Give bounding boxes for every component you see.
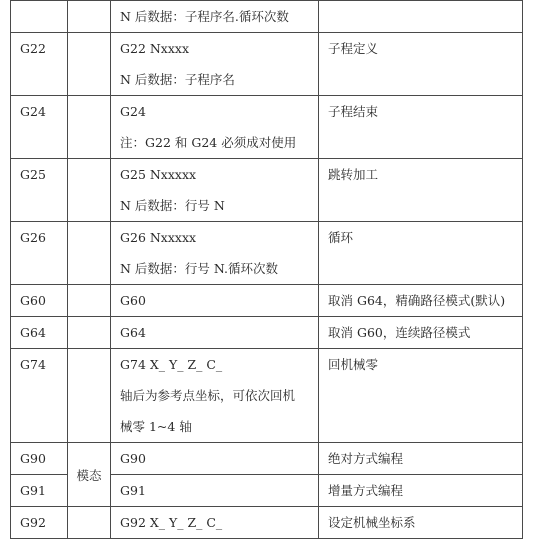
format-line: G24 xyxy=(120,104,146,119)
mode-cell xyxy=(68,222,111,285)
format-line: G92 X_ Y_ Z_ C_ xyxy=(120,515,223,530)
desc-cell: 子程定义 xyxy=(319,33,523,96)
table-row xyxy=(11,96,523,159)
format-line: G91 xyxy=(120,483,146,498)
table-row xyxy=(11,1,523,33)
mode-cell-modal: 模态 xyxy=(68,443,111,507)
format-line: G26 Nxxxxx xyxy=(120,230,197,245)
mode-cell xyxy=(68,96,111,159)
mode-cell xyxy=(68,349,111,443)
format-line: 注：G22 和 G24 必须成对使用 xyxy=(120,135,297,150)
format-line: N 后数据：子程序名 xyxy=(120,72,235,87)
desc-cell: 跳转加工 xyxy=(319,159,523,222)
desc-cell: 绝对方式编程 xyxy=(319,443,523,475)
format-cell xyxy=(111,443,319,475)
code-cell: G24 xyxy=(11,96,68,159)
table-row xyxy=(11,285,523,317)
format-line: G25 Nxxxxx xyxy=(120,167,197,182)
format-line: G74 X_ Y_ Z_ C_ xyxy=(120,357,223,372)
desc-cell: 设定机械坐标系 xyxy=(319,507,523,539)
code-cell xyxy=(11,1,68,33)
code-cell: G60 xyxy=(11,285,68,317)
code-cell: G74 xyxy=(11,349,68,443)
table-row xyxy=(11,33,523,96)
format-line: N 后数据：行号 N xyxy=(120,198,225,213)
code-cell: G22 xyxy=(11,33,68,96)
format-cell xyxy=(111,33,319,96)
mode-cell xyxy=(68,33,111,96)
gcode-table xyxy=(10,0,523,539)
format-line: G64 xyxy=(120,325,146,340)
format-cell xyxy=(111,285,319,317)
mode-cell xyxy=(68,1,111,33)
code-cell: G64 xyxy=(11,317,68,349)
desc-cell: 取消 G64，精确路径模式(默认) xyxy=(319,285,523,317)
code-cell: G25 xyxy=(11,159,68,222)
format-line: G90 xyxy=(120,451,146,466)
format-line: N 后数据：行号 N.循环次数 xyxy=(120,261,278,276)
desc-cell: 回机械零 xyxy=(319,349,523,443)
desc-cell: 循环 xyxy=(319,222,523,285)
mode-cell xyxy=(68,159,111,222)
table-row xyxy=(11,443,523,475)
format-cell xyxy=(111,159,319,222)
mode-cell xyxy=(68,285,111,317)
code-cell: G91 xyxy=(11,475,68,507)
format-cell xyxy=(111,96,319,159)
mode-cell xyxy=(68,507,111,539)
table-row xyxy=(11,222,523,285)
format-line: N 后数据：子程序名.循环次数 xyxy=(120,9,289,24)
desc-cell: 取消 G60，连续路径模式 xyxy=(319,317,523,349)
code-cell: G90 xyxy=(11,443,68,475)
format-cell xyxy=(111,475,319,507)
format-cell xyxy=(111,507,319,539)
table-row xyxy=(11,507,523,539)
code-cell: G26 xyxy=(11,222,68,285)
desc-cell: 增量方式编程 xyxy=(319,475,523,507)
format-cell xyxy=(111,222,319,285)
format-line: 械零 1~4 轴 xyxy=(120,419,192,434)
format-line: G22 Nxxxx xyxy=(120,41,190,56)
mode-cell xyxy=(68,317,111,349)
format-cell xyxy=(111,1,319,33)
table-row xyxy=(11,349,523,443)
format-line: 轴后为参考点坐标，可依次回机 xyxy=(120,388,296,403)
format-cell xyxy=(111,317,319,349)
table-row xyxy=(11,317,523,349)
table-row xyxy=(11,159,523,222)
format-cell xyxy=(111,349,319,443)
desc-cell xyxy=(319,1,523,33)
format-line: G60 xyxy=(120,293,146,308)
code-cell: G92 xyxy=(11,507,68,539)
desc-cell: 子程结束 xyxy=(319,96,523,159)
